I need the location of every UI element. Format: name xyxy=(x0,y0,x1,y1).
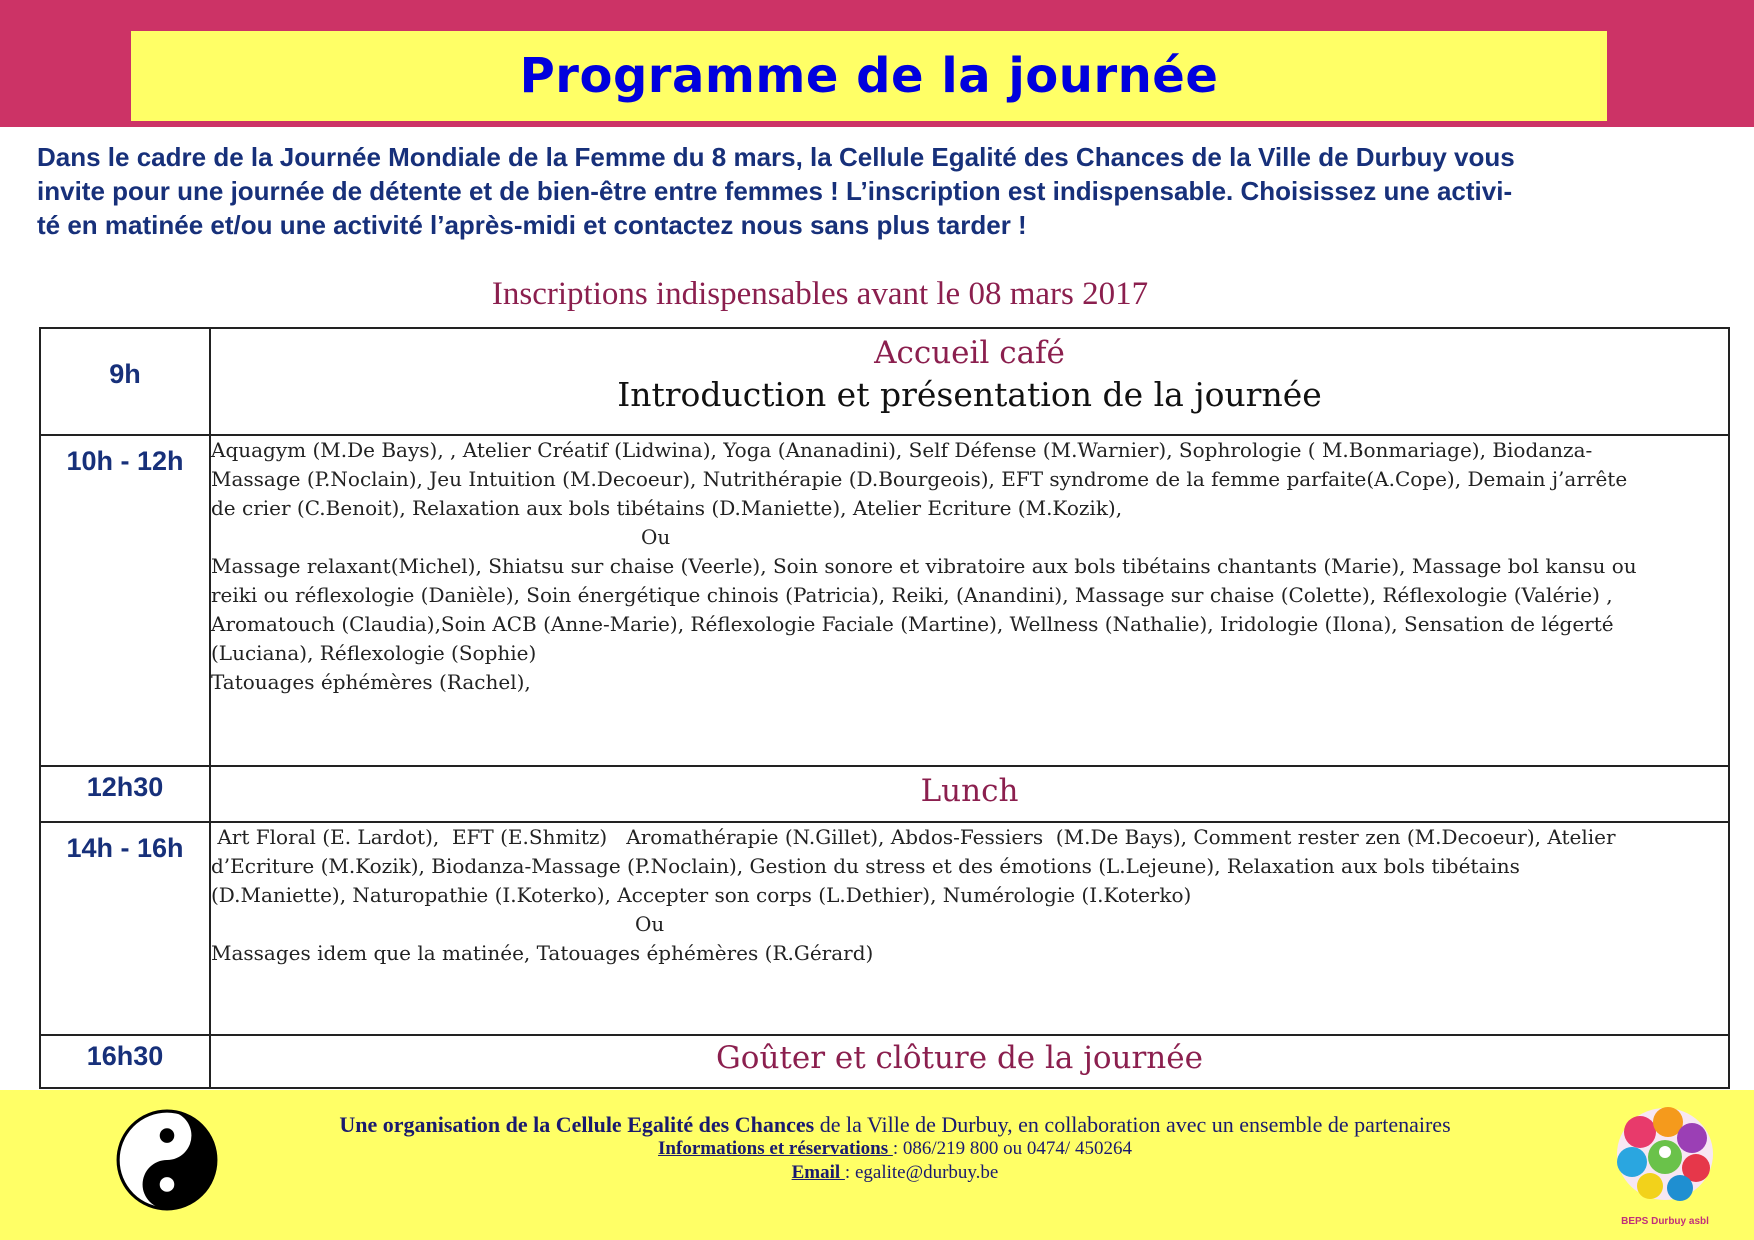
schedule-row-lunch xyxy=(40,766,1729,822)
schedule-table xyxy=(39,327,1730,1089)
lunch-label: Lunch xyxy=(920,773,1019,809)
activity-line: (Luciana), Réflexologie (Sophie) xyxy=(211,641,537,665)
time-cell: 14h - 16h xyxy=(40,822,210,1035)
activity-list xyxy=(210,435,1729,766)
info-label: Informations et réservations xyxy=(658,1138,893,1159)
activity-cell xyxy=(210,1035,1729,1088)
activity-line: Aquagym (M.De Bays), , Atelier Créatif (Lidwina), Yoga (Ananadini), Self Défense (M.Warnier), Sophrologie ( M.Bonmariage), Biodanza- xyxy=(211,438,1593,462)
time-cell: 16h30 xyxy=(40,1035,210,1088)
email-value: : egalite@durbuy.be xyxy=(844,1162,999,1183)
activity-line: Art Floral (E. Lardot), EFT (E.Shmitz) Aromathérapie (N.Gillet), Abdos-Fessiers (M.De Bays), Comment rester zen (M.Decoeur), Atelier xyxy=(211,825,1616,849)
info-value: : 086/219 800 ou 0474/ 450264 xyxy=(892,1138,1132,1159)
activity-line: de crier (C.Benoit), Relaxation aux bols tibétains (D.Maniette), Atelier Ecriture (M.Kozik), xyxy=(211,496,1123,520)
activity-line: Aromatouch (Claudia),Soin ACB (Anne-Marie), Réflexologie Faciale (Martine), Wellness (Nathalie), Iridologie (Ilona), Sensation de légerté xyxy=(211,612,1614,636)
time-cell: 9h xyxy=(40,328,210,435)
info-line xyxy=(290,1137,1500,1161)
activity-line: (D.Maniette), Naturopathie (I.Koterko), Accepter son corps (L.Dethier), Numérologie (I.Koterko) xyxy=(211,883,1192,907)
organizer-line xyxy=(290,1113,1500,1137)
yin-yang-icon xyxy=(115,1108,219,1212)
activity-line: reiki ou réflexologie (Danièle), Soin énergétique chinois (Patricia), Reiki, (Anandini), Massage sur chaise (Colette), Réflexologie (Valérie) , xyxy=(211,583,1613,607)
or-separator: Ou xyxy=(635,912,665,936)
footer xyxy=(0,1090,1754,1240)
activity-cell xyxy=(210,766,1729,822)
beps-logo xyxy=(1610,1102,1720,1230)
logo-caption: BEPS Durbuy asbl xyxy=(1621,1216,1709,1227)
welcome-heading: Accueil café xyxy=(874,335,1065,371)
welcome-subheading: Introduction et présentation de la journée xyxy=(617,375,1322,414)
page-title: Programme de la journée xyxy=(519,48,1219,104)
activity-line: Massages idem que la matinée, Tatouages éphémères (R.Gérard) xyxy=(211,941,874,965)
schedule-row-afternoon xyxy=(40,822,1729,1035)
schedule-row-closing xyxy=(40,1035,1729,1088)
or-separator: Ou xyxy=(641,525,671,549)
schedule-row-welcome xyxy=(40,328,1729,435)
activity-line: Massage relaxant(Michel), Shiatsu sur chaise (Veerle), Soin sonore et vibratoire aux bols tibétains chantants (Marie), Massage bol kansu ou xyxy=(211,554,1637,578)
organizer-rest: de la Ville de Durbuy, en collaboration avec un ensemble de partenaires xyxy=(814,1112,1451,1137)
activity-line: d’Ecriture (M.Kozik), Biodanza-Massage (P.Noclain), Gestion du stress et des émotions (L.Lejeune), Relaxation aux bols tibétains xyxy=(211,854,1520,878)
intro-paragraph xyxy=(37,140,1717,242)
activity-cell xyxy=(210,328,1729,435)
closing-label: Goûter et clôture de la journée xyxy=(716,1040,1203,1076)
activity-list xyxy=(210,822,1729,1035)
footer-text xyxy=(290,1113,1500,1185)
email-label: Email xyxy=(791,1162,845,1183)
time-cell: 10h - 12h xyxy=(40,435,210,766)
intro-line: invite pour une journée de détente et de bien-être entre femmes ! L’inscription est indispensable. Choisissez une activi- xyxy=(37,176,1513,206)
schedule-row-morning xyxy=(40,435,1729,766)
registration-deadline: Inscriptions indispensables avant le 08 mars 2017 xyxy=(491,276,1149,312)
time-cell: 12h30 xyxy=(40,766,210,822)
activity-line: Massage (P.Noclain), Jeu Intuition (M.Decoeur), Nutrithérapie (D.Bourgeois), EFT syndrome de la femme parfaite(A.Cope), Demain j’arrête xyxy=(211,467,1628,491)
activity-line: Tatouages éphémères (Rachel), xyxy=(211,670,531,694)
intro-line: Dans le cadre de la Journée Mondiale de la Femme du 8 mars, la Cellule Egalité des Chances de la Ville de Durbuy vous xyxy=(37,142,1515,172)
organizer-bold: Une organisation de la Cellule Egalité des Chances xyxy=(339,1112,815,1137)
title-box xyxy=(131,31,1607,121)
email-line xyxy=(290,1161,1500,1185)
intro-line: té en matinée et/ou une activité l’après-midi et contactez nous sans plus tarder ! xyxy=(37,210,1027,240)
